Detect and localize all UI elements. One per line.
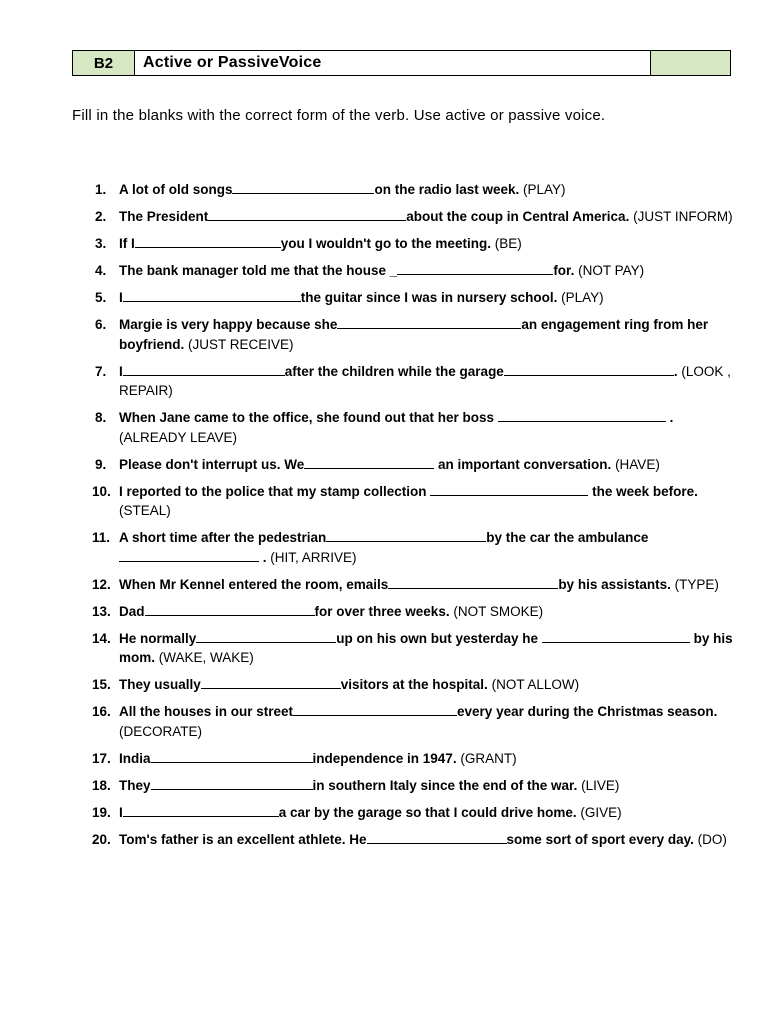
verb-hint: (HAVE): [615, 456, 660, 472]
item-number: 5.: [95, 290, 107, 305]
sentence-part: All the houses in our street: [119, 704, 294, 719]
item-number: 7.: [95, 363, 107, 379]
header-table: [72, 50, 731, 76]
verb-hint: (LOOK , REPAIR): [119, 363, 731, 398]
answer-blank[interactable]: [123, 362, 285, 376]
sentence-part: .: [669, 410, 674, 425]
verb-hint: (NOT PAY): [578, 263, 645, 278]
answer-blank[interactable]: [397, 261, 553, 275]
sentence-part: I: [119, 290, 123, 305]
exercise-item-9: [95, 455, 740, 475]
item-number: 18.: [92, 777, 111, 793]
exercise-item-20: [92, 830, 740, 850]
sentence-part: independence in 1947.: [312, 750, 457, 766]
item-number: 4.: [95, 263, 107, 278]
exercise-item-14: [92, 629, 740, 668]
exercise-item-13: [92, 602, 740, 622]
item-number: 10.: [92, 483, 111, 499]
level-cell: B2: [73, 51, 135, 75]
verb-hint: (NOT SMOKE): [453, 603, 544, 619]
sentence-part: in southern Italy since the end of the war.: [312, 777, 578, 793]
item-number: 1.: [95, 182, 107, 197]
answer-blank[interactable]: [504, 362, 674, 376]
sentence-part: The bank manager told me that the house _: [119, 263, 398, 278]
verb-hint: (STEAL): [119, 503, 171, 518]
verb-hint: (ALREADY LEAVE): [119, 429, 238, 445]
sentence-part: A short time after the pedestrian: [119, 530, 327, 545]
item-number: 8.: [95, 410, 107, 425]
verb-hint: (DECORATE): [119, 723, 202, 739]
sentence-part: visitors at the hospital.: [340, 677, 488, 692]
answer-blank[interactable]: [430, 482, 588, 496]
sentence-part: after the children while the garage: [284, 363, 504, 379]
item-number: 13.: [92, 603, 111, 619]
sentence-part: The President: [119, 209, 209, 224]
exercise-item-5: [95, 288, 740, 308]
answer-blank[interactable]: [151, 776, 313, 790]
exercise-item-11: [92, 528, 740, 567]
exercise-item-7: [95, 362, 740, 401]
verb-hint: (LIVE): [581, 777, 620, 793]
answer-blank[interactable]: [119, 548, 259, 562]
exercise-item-17: [92, 749, 740, 769]
sentence-part: .: [673, 363, 678, 379]
answer-blank[interactable]: [337, 315, 521, 329]
sentence-part: on the radio last week.: [374, 182, 520, 197]
item-number: 11.: [92, 530, 111, 545]
exercise-item-15: [92, 675, 740, 695]
item-number: 9.: [95, 456, 107, 472]
exercise-item-12: [92, 575, 740, 595]
item-number: 6.: [95, 317, 107, 332]
sentence-part: the week before.: [592, 483, 698, 499]
verb-hint: (JUST INFORM): [633, 209, 733, 224]
answer-blank[interactable]: [208, 207, 406, 221]
sentence-part: every year during the Christmas season.: [457, 704, 718, 719]
answer-blank[interactable]: [304, 455, 434, 469]
exercise-item-1: [95, 180, 740, 200]
worksheet-title: Active or PassiveVoice: [143, 54, 322, 71]
answer-blank[interactable]: [388, 575, 558, 589]
sentence-part: about the coup in Central America.: [406, 209, 630, 224]
answer-blank[interactable]: [498, 408, 666, 422]
exercise-item-4: [95, 261, 740, 281]
exercise-item-6: [95, 315, 740, 354]
verb-hint: (BE): [494, 236, 522, 251]
sentence-part: When Jane came to the office, she found out that her boss: [119, 410, 495, 425]
exercise-item-19: [92, 803, 740, 823]
verb-hint: (NOT ALLOW): [491, 677, 580, 692]
sentence-part: I: [119, 363, 123, 379]
sentence-part: some sort of sport every day.: [506, 831, 694, 847]
exercise-item-18: [92, 776, 740, 796]
answer-blank[interactable]: [293, 702, 457, 716]
sentence-part: If I: [119, 236, 135, 251]
sentence-part: Tom's father is an excellent athlete. He: [119, 831, 367, 847]
instructions: Fill in the blanks with the correct form of the verb. Use active or passive voice.: [72, 107, 606, 124]
item-number: 16.: [92, 704, 111, 719]
answer-blank[interactable]: [367, 830, 507, 844]
sentence-part: an engagement ring from her boyfriend.: [119, 317, 709, 352]
sentence-part: They usually: [119, 677, 201, 692]
answer-blank[interactable]: [123, 288, 301, 302]
sentence-part: for over three weeks.: [314, 603, 450, 619]
sentence-part: When Mr Kennel entered the room, emails: [119, 576, 389, 592]
item-number: 2.: [95, 209, 107, 224]
sentence-part: They: [119, 777, 151, 793]
sentence-part: the guitar since I was in nursery school.: [300, 290, 558, 305]
verb-hint: (WAKE, WAKE): [158, 650, 254, 665]
answer-blank[interactable]: [135, 234, 281, 248]
exercise-item-16: [92, 702, 740, 741]
sentence-part: I reported to the police that my stamp collection: [119, 483, 427, 499]
sentence-part: by his mom.: [119, 630, 733, 665]
answer-blank[interactable]: [542, 629, 690, 643]
exercise-item-2: [95, 207, 740, 227]
item-number: 15.: [92, 677, 111, 692]
sentence-part: for.: [553, 263, 575, 278]
item-number: 12.: [92, 576, 111, 592]
verb-hint: (HIT, ARRIVE): [270, 549, 357, 565]
answer-blank[interactable]: [232, 180, 374, 194]
sentence-part: .: [262, 549, 267, 565]
verb-hint: (TYPE): [674, 576, 719, 592]
sentence-part: you I wouldn't go to the meeting.: [280, 236, 491, 251]
sentence-part: up on his own but yesterday he: [336, 630, 539, 646]
sentence-part: He normally: [119, 630, 197, 646]
sentence-part: Margie is very happy because she: [119, 317, 338, 332]
sentence-part: India: [119, 750, 151, 766]
item-number: 3.: [95, 236, 107, 251]
answer-blank[interactable]: [151, 749, 313, 763]
exercise-list: [92, 180, 740, 857]
item-number: 19.: [92, 804, 111, 820]
answer-blank[interactable]: [326, 528, 486, 542]
verb-hint: (DO): [697, 831, 727, 847]
item-number: 17.: [92, 750, 111, 766]
sentence-part: Please don't interrupt us. We: [119, 456, 305, 472]
sentence-part: by the car the ambulance: [486, 530, 649, 545]
answer-blank[interactable]: [201, 675, 341, 689]
verb-hint: (GRANT): [460, 750, 517, 766]
answer-blank[interactable]: [196, 629, 336, 643]
item-number: 14.: [92, 630, 111, 646]
verb-hint: (PLAY): [561, 290, 604, 305]
exercise-item-8: [95, 408, 740, 447]
item-number: 20.: [92, 831, 111, 847]
header-empty-cell: [650, 51, 730, 75]
sentence-part: A lot of old songs: [119, 182, 233, 197]
verb-hint: (JUST RECEIVE): [188, 336, 294, 352]
sentence-part: an important conversation.: [438, 456, 612, 472]
sentence-part: I: [119, 804, 123, 820]
sentence-part: by his assistants.: [558, 576, 671, 592]
verb-hint: (GIVE): [580, 804, 622, 820]
exercise-item-10: [92, 482, 740, 521]
sentence-part: Dad: [119, 603, 145, 619]
exercise-item-3: [95, 234, 740, 254]
sentence-part: a car by the garage so that I could drive home.: [278, 804, 577, 820]
answer-blank[interactable]: [123, 803, 279, 817]
verb-hint: (PLAY): [523, 182, 566, 197]
answer-blank[interactable]: [145, 602, 315, 616]
